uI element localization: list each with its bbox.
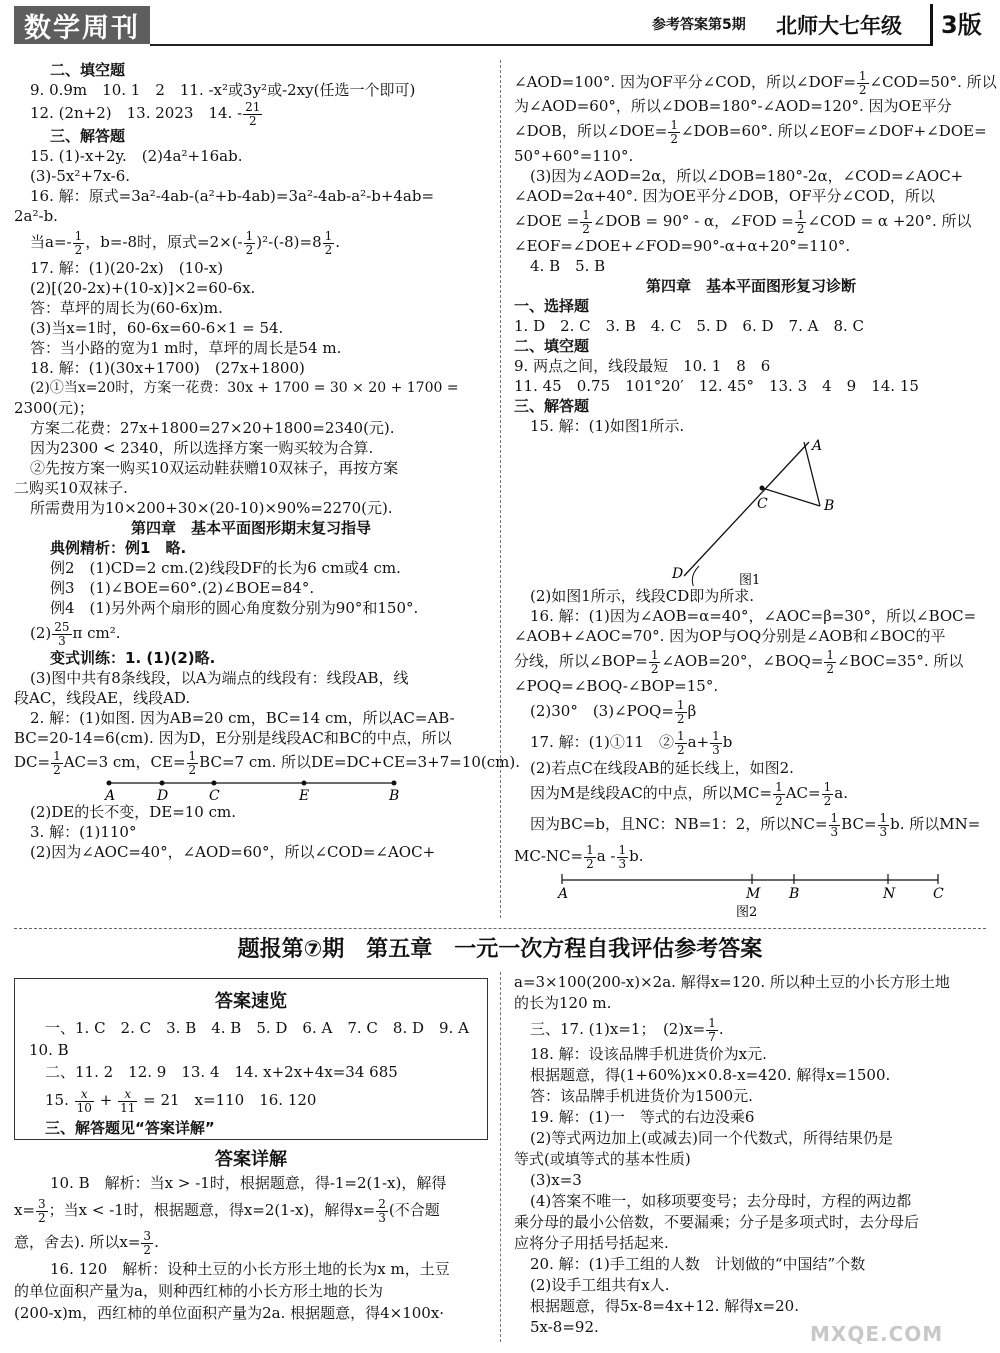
denominator: 2 (53, 762, 61, 777)
text-line (29, 1083, 477, 1117)
label-b: B (824, 498, 835, 514)
text-line-part: ∠DOB=60°. 所以∠EOF=∠DOF+∠DOE= (680, 122, 987, 140)
text-line: 的单位面积产量为a，则种西红柿的小长方形土地的长为 (14, 1282, 383, 1300)
text-line: 2a²-b. (14, 207, 58, 225)
figure-1 (514, 436, 988, 586)
fraction (73, 230, 85, 257)
text-line: 3. 解：(1)110° (30, 823, 137, 841)
numerator: 3 (38, 1196, 46, 1211)
text-line: ∠AOB+∠AOC=70°. 因为OP与OQ分别是∠AOB和∠BOC的平 (514, 627, 946, 645)
numerator: 1 (676, 697, 685, 712)
text-line: 乘分母的最小公倍数，不要漏乘；分子是多项式时，去分母后 (514, 1213, 920, 1231)
text-line-part: AC=3 cm，CE= (63, 753, 186, 771)
fraction (584, 844, 596, 871)
denominator: 2 (245, 242, 254, 257)
numerator: 3 (143, 1228, 152, 1243)
text-line: 根据题意，得(1+60%)x×0.8-x=420. 解得x=1500. (530, 1066, 891, 1084)
label-n: N (883, 886, 896, 902)
point-c (760, 486, 765, 491)
numerator: 1 (712, 728, 720, 743)
text-line (14, 748, 521, 777)
text-line-part: ；当x < -1时，根据题意，得x=2(1-x)，解得x= (48, 1201, 376, 1219)
text-line (514, 68, 997, 97)
text-line-part: a - (596, 847, 616, 865)
numerator: 1 (775, 779, 783, 794)
section-heading: 三、解答题 (50, 127, 126, 145)
fraction (243, 101, 262, 128)
text-line: 4. B 5. B (530, 257, 606, 275)
quick-answer-body (15, 1013, 487, 1139)
section-heading: 二、填空题 (514, 337, 590, 355)
denominator: 2 (74, 242, 83, 257)
text-line-part: 17. 解：(1)①11 ② (530, 733, 674, 751)
text-line: 18. 解：设该品牌手机进货价为x元. (530, 1045, 767, 1063)
text-line-part: π cm². (72, 624, 121, 642)
text-line (514, 778, 988, 808)
text-line-part: MC-NC= (514, 847, 584, 865)
text-line-part: ∠BOC=35°. 所以 (837, 652, 964, 670)
denominator: 3 (830, 824, 839, 839)
text-line: (3)因为∠AOD=2α，所以∠DOB=180°-2α，∠COD=∠AOC+ (530, 167, 964, 185)
text-line: 例4 (1)另外两个扇形的圆心角度数分别为90°和150°. (50, 599, 419, 617)
text-line: 16. 120 解析：设种土豆的小长方形土地的长为x m，土豆 (50, 1260, 450, 1278)
fraction (376, 1198, 388, 1225)
answers-section-title: 题报第⑦期 第五章 一元一次方程自我评估参考答案 (237, 937, 763, 962)
text-line-part: a. (834, 784, 848, 802)
figure-2 (514, 872, 988, 918)
text-line-part: b. 所以MN= (890, 815, 981, 833)
text-line: 等式(或填等式的基本性质) (514, 1150, 691, 1168)
text-line: 10. B 解析：当x > -1时，根据题意，得-1=2(1-x)，解得 (50, 1174, 447, 1192)
text-line-part: ∠AOB=20°，∠BOQ= (661, 652, 824, 670)
text-line: 段AC，线段AE，线段AD. (14, 689, 191, 707)
text-line: (3)x=3 (530, 1171, 582, 1189)
numerator: 1 (676, 728, 685, 743)
fraction (822, 781, 834, 808)
numerator: 1 (188, 748, 197, 763)
segment-figure-1 (14, 776, 488, 802)
text-line-part: . (718, 1020, 724, 1038)
text-line-part: 因为M是线段AC的中点，所以MC= (530, 784, 773, 802)
point-c (212, 781, 217, 786)
text-line: 变式训练：1. (1)(2)略. (50, 649, 216, 667)
numerator: x (75, 1088, 94, 1102)
text-line-part: (2) (30, 624, 52, 642)
text-line-part: a+ (687, 733, 710, 751)
text-line-part: ∠COD = α +20°. 所以 (807, 212, 972, 230)
label-m: M (746, 886, 761, 902)
denominator: 2 (676, 711, 685, 726)
point-b (392, 781, 397, 786)
fraction (323, 230, 335, 257)
text-line: 18. 解：(1)(30x+1700) (27x+1800) (30, 359, 305, 377)
label-d: D (157, 788, 169, 802)
text-line: 一、1. C 2. C 3. B 4. B 5. D 6. A 7. C 8. D 9. A (45, 1019, 469, 1037)
numerator: 21 (245, 99, 261, 114)
text-line-part: x= (14, 1201, 36, 1219)
text-line: (2)等式两边加上(或减去)同一个代数式，所得结果仍是 (530, 1129, 893, 1147)
text-line: 1. D 2. C 3. B 4. C 5. D 6. D 7. A 8. C (514, 317, 865, 335)
text-line-part: 12. (2n+2) 13. 2023 14. - (30, 104, 243, 122)
fraction (141, 1230, 153, 1257)
left-column-bottom (14, 1172, 488, 1324)
text-line-part: ∠DOE = (514, 212, 580, 230)
text-line: 2. 解：(1)如图. 因为AB=20 cm，BC=14 cm，所以AC=AB- (30, 709, 455, 727)
numerator: 2 (378, 1196, 386, 1211)
text-line: 答：草坪的周长为(60-6x)m. (30, 299, 223, 317)
text-line: 20. 解：(1)手工组的人数 计划做的“中国结”个数 (530, 1255, 866, 1273)
text-line: 典例精析：例1 略. (50, 539, 187, 557)
text-line-part: ∠AOD=100°. 因为OF平分∠COD，所以∠DOF= (514, 73, 856, 91)
text-line-part: 意，舍去). 所以x= (14, 1233, 141, 1251)
label-b: B (789, 886, 800, 902)
text-line-part: )²-(-8)=8 (256, 233, 322, 251)
fraction (118, 1088, 137, 1115)
text-line: 50°+60°=110°. (514, 147, 634, 165)
text-line: 方案二花费：27x+1800=27×20+1800=2340(元). (30, 419, 395, 437)
text-line (514, 808, 988, 840)
text-line: (2)若点C在线段AB的延长线上，如图2. (530, 759, 794, 777)
text-line-part: DC= (14, 753, 51, 771)
left-column-top (14, 60, 521, 862)
denominator: 2 (670, 131, 678, 146)
text-line-part: AC= (785, 784, 821, 802)
denominator: 10 (76, 1100, 92, 1115)
text-line: (2)[(20-2x)+(10-x)]×2=60-6x. (30, 279, 256, 297)
text-line: 答：当小路的宽为1 m时，草坪的周长是54 m. (30, 339, 342, 357)
text-line: (2)DE的长不变，DE=10 cm. (30, 803, 237, 821)
numerator: 1 (858, 68, 867, 83)
text-line-part: β (687, 702, 697, 720)
figure-caption: 图1 (739, 573, 761, 586)
text-line: 16. 解：原式=3a²-4ab-(a²+b-4ab)=3a²-4ab-a²-b+4ab= (30, 187, 435, 205)
text-line: 19. 解：(1)一 等式的右边没乘6 (530, 1108, 755, 1126)
numerator: 1 (826, 647, 835, 662)
arc-mark (692, 566, 699, 586)
right-column-bottom (514, 972, 988, 1338)
fraction (187, 750, 199, 777)
text-line: 10. B (29, 1041, 69, 1059)
text-line: 9. 两点之间，线段最短 10. 1 8 6 (514, 357, 771, 375)
text-line: (4)答案不唯一，如移项要变号；去分母时，方程的两边都 (530, 1192, 912, 1210)
label-a: A (558, 886, 569, 902)
denominator: 2 (586, 856, 594, 871)
denominator: 2 (826, 661, 835, 676)
fraction (36, 1198, 48, 1225)
column-divider (500, 60, 501, 918)
text-line (514, 1014, 988, 1044)
text-line: 5x-8=92. (530, 1318, 599, 1336)
fraction (795, 209, 807, 236)
chapter-heading: 第四章 基本平面图形期末复习指导 (130, 519, 371, 537)
fraction (52, 621, 71, 648)
label-a: A (812, 438, 823, 454)
edition-label: 3版 (930, 4, 990, 46)
fraction (824, 649, 836, 676)
label-c: C (933, 886, 944, 902)
point-d (160, 781, 165, 786)
column-divider-bottom (500, 972, 501, 1342)
section-heading: 三、解答题 (514, 397, 590, 415)
text-line-part: . (335, 233, 341, 251)
text-line-part: BC= (841, 815, 877, 833)
fraction (51, 750, 63, 777)
right-column-top (514, 68, 997, 918)
fraction (675, 699, 687, 726)
text-line: 9. 0.9m 10. 1 2 11. -x²或3y²或-2xy(任选一个即可) (30, 81, 416, 99)
point-a (107, 781, 112, 786)
text-line-part: (2)30° (3)∠POQ= (530, 702, 674, 720)
text-line-part: 分线，所以∠BOP= (514, 652, 648, 670)
text-line: (3)图中共有8条线段，以A为端点的线段有：线段AB，线 (30, 669, 409, 687)
text-line (514, 726, 988, 758)
line-cb (762, 488, 820, 506)
numerator: 1 (650, 647, 659, 662)
text-line: (3)当x=1时，60-6x=60-6×1 = 54. (30, 319, 284, 337)
denominator: 2 (143, 1242, 152, 1257)
denominator: 2 (676, 742, 685, 757)
denominator: 3 (879, 824, 888, 839)
denominator: 2 (324, 242, 333, 257)
text-line-part: b. (629, 847, 644, 865)
text-line: 15. (1)-x+2y. (2)4a²+16ab. (30, 147, 243, 165)
text-line-part: ，b=-8时，原式=2×(- (85, 233, 243, 251)
label-a: A (105, 788, 116, 802)
line-da (684, 442, 809, 576)
numerator: 1 (324, 228, 333, 243)
text-line: 17. 解：(1)(20-2x) (10-x) (30, 259, 224, 277)
denominator: 3 (712, 742, 720, 757)
label-c: C (209, 788, 220, 802)
quick-answer-box (14, 978, 488, 1140)
numerator: 1 (823, 779, 832, 794)
denominator: 2 (775, 793, 783, 808)
section-rule (14, 928, 986, 929)
denominator: 2 (38, 1210, 46, 1225)
numerator: 1 (586, 842, 594, 857)
text-line-part: 因为BC=b，且NC：NB=1：2，所以NC= (530, 815, 828, 833)
label-d: D (672, 566, 684, 582)
text-line: 答：该品牌手机进货价为1500元. (530, 1087, 753, 1105)
text-line: 二购买10双袜子. (14, 479, 128, 497)
quick-answer-title: 答案速览 (215, 991, 287, 1012)
denominator: 2 (858, 82, 867, 97)
denominator: 2 (796, 221, 805, 236)
text-line (14, 1194, 488, 1226)
text-line-part: 当a=- (30, 233, 72, 251)
numerator: x (118, 1088, 137, 1102)
numerator: 1 (796, 207, 805, 222)
fraction (773, 781, 785, 808)
text-line: ∠AOD=2α+40°. 因为OE平分∠DOB，OF平分∠COD，所以 (514, 187, 935, 205)
numerator: 1 (53, 748, 61, 763)
text-line-part: = 21 x=110 16. 120 (143, 1091, 317, 1109)
text-line: (2)①当x=20时，方案一花费：30x + 1700 = 30 × 20 + 1700 = (30, 380, 459, 396)
denominator: 3 (58, 633, 66, 648)
fraction (617, 844, 629, 871)
text-line (514, 116, 988, 146)
point-e (302, 781, 307, 786)
text-line: (2)因为∠AOC=40°，∠AOD=60°，所以∠COD=∠AOC+ (30, 843, 436, 861)
text-line (14, 618, 488, 648)
text-line (514, 696, 988, 726)
numerator: 1 (618, 842, 627, 857)
denominator: 2 (650, 661, 659, 676)
label-c: C (757, 496, 768, 512)
denominator: 2 (823, 793, 832, 808)
numerator: 1 (830, 810, 839, 825)
text-line-part: ∠DOB = 90° - α，∠FOD = (592, 212, 794, 230)
numerator: 1 (245, 228, 254, 243)
chapter-heading: 第四章 基本平面图形复习诊断 (645, 277, 856, 295)
text-line-part: ∠COD=50°. 所以 (869, 73, 997, 91)
text-line: (2)如图1所示，线段CD即为所求. (530, 587, 755, 605)
text-line (14, 100, 488, 126)
text-line-part: 三、17. (1)x=1； (2)x= (530, 1020, 706, 1038)
numerator: 25 (54, 619, 70, 634)
text-line: 例2 (1)CD=2 cm.(2)线段DF的长为6 cm或4 cm. (50, 559, 401, 577)
numerator: 1 (879, 810, 888, 825)
fraction (649, 649, 661, 676)
text-line: BC=20-14=6(cm). 因为D，E分别是线段AC和BC的中点，所以 (14, 729, 452, 747)
fraction (710, 730, 722, 757)
numerator: 1 (670, 117, 678, 132)
text-line: 根据题意，得5x-8=4x+12. 解得x=20. (530, 1297, 799, 1315)
fraction (244, 230, 256, 257)
text-line-part: BC=7 cm. 所以DE=DC+CE=3+7=10(cm). (199, 753, 521, 771)
text-line: 16. 解：(1)因为∠AOB=α=40°，∠AOC=β=30°，所以∠BOC= (530, 607, 977, 625)
text-line: ∠POQ=∠BOQ-∠BOP=15°. (514, 677, 719, 695)
section-heading: 一、选择题 (514, 297, 590, 315)
text-line: 例3 (1)∠BOE=60°.(2)∠BOE=84°. (50, 579, 315, 597)
denominator: 3 (618, 856, 627, 871)
text-line: ∠EOF=∠DOE+∠FOD=90°-α+α+20°=110°. (514, 237, 851, 255)
text-line: (2)设手工组共有x人. (530, 1276, 670, 1294)
numerator: 1 (582, 207, 590, 222)
fraction (75, 1088, 94, 1115)
text-line-part: . (154, 1233, 159, 1251)
text-line-part: + (99, 1091, 113, 1109)
denominator: 2 (248, 113, 257, 128)
text-line: a=3×100(200-x)×2a. 解得x=120. 所以种土豆的小长方形土地 (514, 973, 950, 991)
header-rule (150, 44, 930, 46)
watermark: MXQE.COM (810, 1322, 944, 1346)
label-b: B (389, 788, 400, 802)
denominator: 3 (378, 1210, 386, 1225)
fraction (857, 70, 869, 97)
fraction (829, 812, 841, 839)
text-line: 15. 解：(1)如图1所示. (530, 417, 685, 435)
fraction (668, 119, 680, 146)
label-e: E (299, 788, 310, 802)
grade-label: 北师大七年级 (776, 14, 902, 38)
text-line-part: ∠DOB，所以∠DOE= (514, 122, 668, 140)
text-line: 所需费用为10×200+30×(20-10)×90%=2270(元). (30, 499, 393, 517)
text-line (514, 840, 988, 872)
text-line (14, 226, 488, 258)
issue-label: 参考答案第5期 (652, 17, 746, 33)
text-line-part: (不合题 (388, 1201, 440, 1219)
denominator: 11 (120, 1100, 136, 1115)
text-line (514, 646, 988, 676)
section-heading: 二、填空题 (50, 61, 126, 79)
text-line: 的长为120 m. (514, 994, 612, 1012)
text-line: 二、11. 2 12. 9 13. 4 14. x+2x+4x=34 685 (45, 1063, 398, 1081)
text-line (14, 1226, 488, 1258)
text-line-part: b (722, 733, 733, 751)
numerator: 1 (74, 228, 83, 243)
figure-caption: 图2 (736, 905, 758, 918)
fraction (675, 730, 687, 757)
text-line: 因为2300 < 2340，所以选择方案一购买较为合算. (30, 439, 374, 457)
brand-logo: 数学周刊 (14, 6, 150, 44)
page-header (0, 0, 1000, 52)
text-line: 11. 45 0.75 101°20′ 12. 45° 13. 3 4 9 14. 15 (514, 377, 919, 395)
text-line: (200-x)m，西红柿的单位面积产量为2a. 根据题意，得4×100x· (14, 1304, 445, 1322)
text-line: ②先按方案一购买10双运动鞋获赠10双袜子，再按方案 (30, 459, 399, 477)
text-line: 三、解答题见“答案详解” (45, 1119, 215, 1137)
denominator: 2 (188, 762, 197, 777)
text-line (514, 206, 988, 236)
numerator: 1 (708, 1015, 716, 1030)
text-line: 为∠AOD=60°，所以∠DOB=180°-∠AOD=120°. 因为OE平分 (514, 97, 952, 115)
text-line: (3)-5x²+7x-6. (30, 167, 131, 185)
text-line: 应将分子用括号括起来. (514, 1234, 669, 1252)
denominator: 7 (708, 1029, 716, 1044)
answer-detail-title: 答案详解 (215, 1149, 287, 1170)
text-line-part: 15. (45, 1091, 69, 1109)
fraction (706, 1017, 718, 1044)
fraction (878, 812, 890, 839)
denominator: 2 (582, 221, 590, 236)
text-line: 2300(元)； (14, 399, 94, 417)
fraction (580, 209, 592, 236)
